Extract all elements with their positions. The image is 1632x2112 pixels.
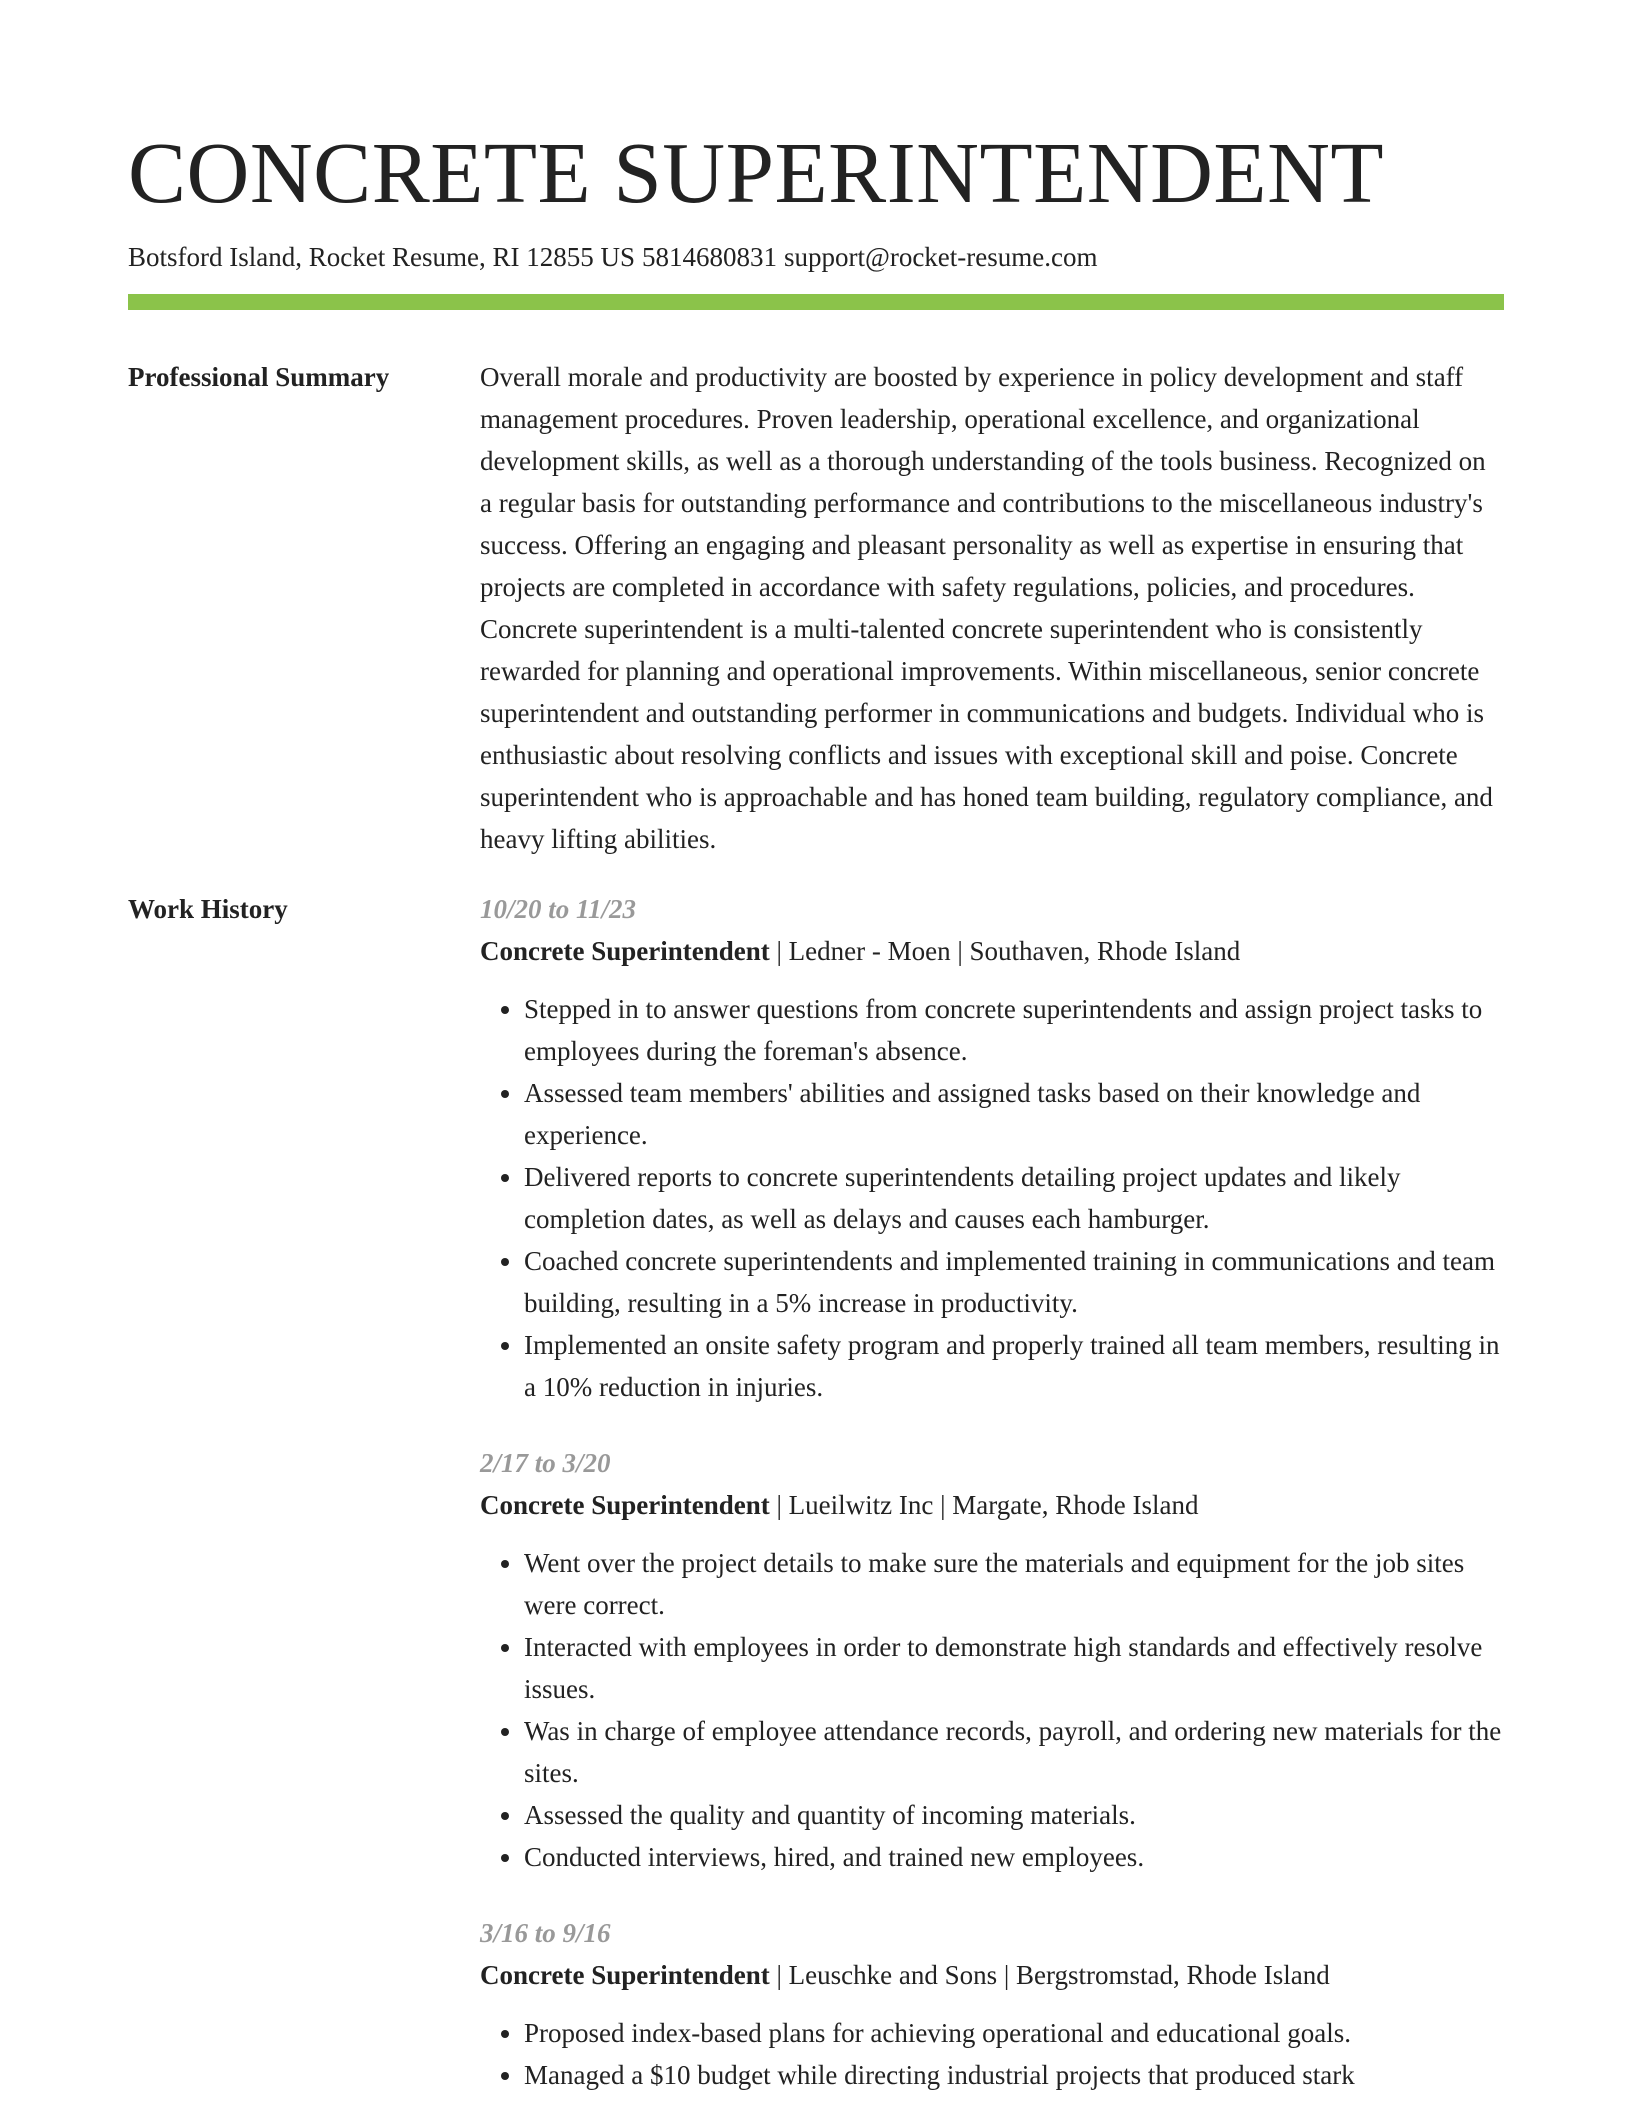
- job-dates: 2/17 to 3/20: [480, 1448, 611, 1478]
- resume-page: [128, 0, 1504, 2096]
- job-bullet: • Delivered reports to concrete superintendents detailing project updates and likely completion dates, as well as delays and causes each hamburger.: [524, 1156, 1504, 1240]
- job-title: Concrete Superintendent: [480, 936, 770, 966]
- resume-name-heading: CONCRETE SUPERINTENDENT: [128, 124, 1385, 221]
- summary-text: Overall morale and productivity are boosted by experience in policy development and staff management procedures. Proven leadership, operational excellence, and organizational development skills, as well as a thorough understanding of the tools business. Recognized on a regular basis for outstanding performance and contributions to the miscellaneous industry's success. Offering an engaging and pleasant personality as well as expertise in ensuring that projects are completed in accordance with safety regulations, policies, and procedures. Concrete superintendent is a multi-talented concrete superintendent who is consistently rewarded for planning and operational improvements. Within miscellaneous, senior concrete superintendent and outstanding performer in communications and budgets. Individual who is enthusiastic about resolving conflicts and issues with exceptional skill and poise. Concrete superintendent who is approachable and has honed team building, regulatory compliance, and heavy lifting abilities.: [480, 362, 1493, 854]
- job-company: Ledner - Moen: [788, 936, 951, 966]
- job-bullet-list: [480, 988, 1504, 1408]
- work-history-section: [128, 888, 1504, 2096]
- job-bullet: • Stepped in to answer questions from concrete superintendents and assign project tasks to employees during the foreman's absence.: [524, 988, 1504, 1072]
- job-bullet: • Coached concrete superintendents and implemented training in communications and team building, resulting in a 5% increase in productivity.: [524, 1240, 1504, 1324]
- job-separator: |: [776, 1490, 782, 1520]
- job-bullet: • Was in charge of employee attendance records, payroll, and ordering new materials for the sites.: [524, 1710, 1504, 1794]
- job-title-line: [480, 1954, 1504, 1996]
- section-label-summary: Professional Summary: [128, 362, 390, 392]
- job-bullet: • Implemented an onsite safety program and properly trained all team members, resulting in a 10% reduction in injuries.: [524, 1324, 1504, 1408]
- job-location: Margate, Rhode Island: [952, 1490, 1199, 1520]
- job-entry: [480, 1442, 1504, 1878]
- job-location: Bergstromstad, Rhode Island: [1016, 1960, 1330, 1990]
- job-separator: |: [940, 1490, 946, 1520]
- job-bullet: • Went over the project details to make sure the materials and equipment for the job sites were correct.: [524, 1542, 1504, 1626]
- contact-email: support@rocket-resume.com: [783, 242, 1098, 272]
- job-dates: 10/20 to 11/23: [480, 894, 637, 924]
- contact-line: [128, 238, 1504, 276]
- summary-content: [480, 356, 1504, 860]
- job-dates: 3/16 to 9/16: [480, 1918, 611, 1948]
- job-entry: [480, 1912, 1504, 2096]
- job-entry: [480, 888, 1504, 1408]
- job-title-line: [480, 930, 1504, 972]
- section-label-work-history: Work History: [128, 894, 288, 924]
- job-bullet-list: [480, 1542, 1504, 1878]
- header-divider: [128, 294, 1504, 310]
- job-title-line: [480, 1484, 1504, 1526]
- contact-address: Botsford Island, Rocket Resume, RI 12855 US: [128, 242, 635, 272]
- job-bullet: • Proposed index-based plans for achieving operational and educational goals.: [524, 2012, 1504, 2054]
- job-location: Southaven, Rhode Island: [969, 936, 1241, 966]
- contact-phone: 5814680831: [641, 242, 777, 272]
- job-title: Concrete Superintendent: [480, 1490, 770, 1520]
- job-bullet: • Managed a $10 budget while directing industrial projects that produced stark: [524, 2054, 1504, 2096]
- professional-summary-section: [128, 356, 1504, 860]
- work-history-content: [480, 888, 1504, 2096]
- job-bullet: • Assessed the quality and quantity of incoming materials.: [524, 1794, 1504, 1836]
- job-separator: |: [957, 936, 963, 966]
- job-bullet: • Conducted interviews, hired, and trained new employees.: [524, 1836, 1504, 1878]
- job-bullet-list: [480, 2012, 1504, 2096]
- job-title: Concrete Superintendent: [480, 1960, 770, 1990]
- job-company: Leuschke and Sons: [788, 1960, 998, 1990]
- job-bullet: • Assessed team members' abilities and assigned tasks based on their knowledge and experience.: [524, 1072, 1504, 1156]
- job-bullet: • Interacted with employees in order to demonstrate high standards and effectively resolve issues.: [524, 1626, 1504, 1710]
- job-separator: |: [776, 1960, 782, 1990]
- job-separator: |: [776, 936, 782, 966]
- job-separator: |: [1003, 1960, 1010, 1990]
- job-company: Lueilwitz Inc: [788, 1490, 934, 1520]
